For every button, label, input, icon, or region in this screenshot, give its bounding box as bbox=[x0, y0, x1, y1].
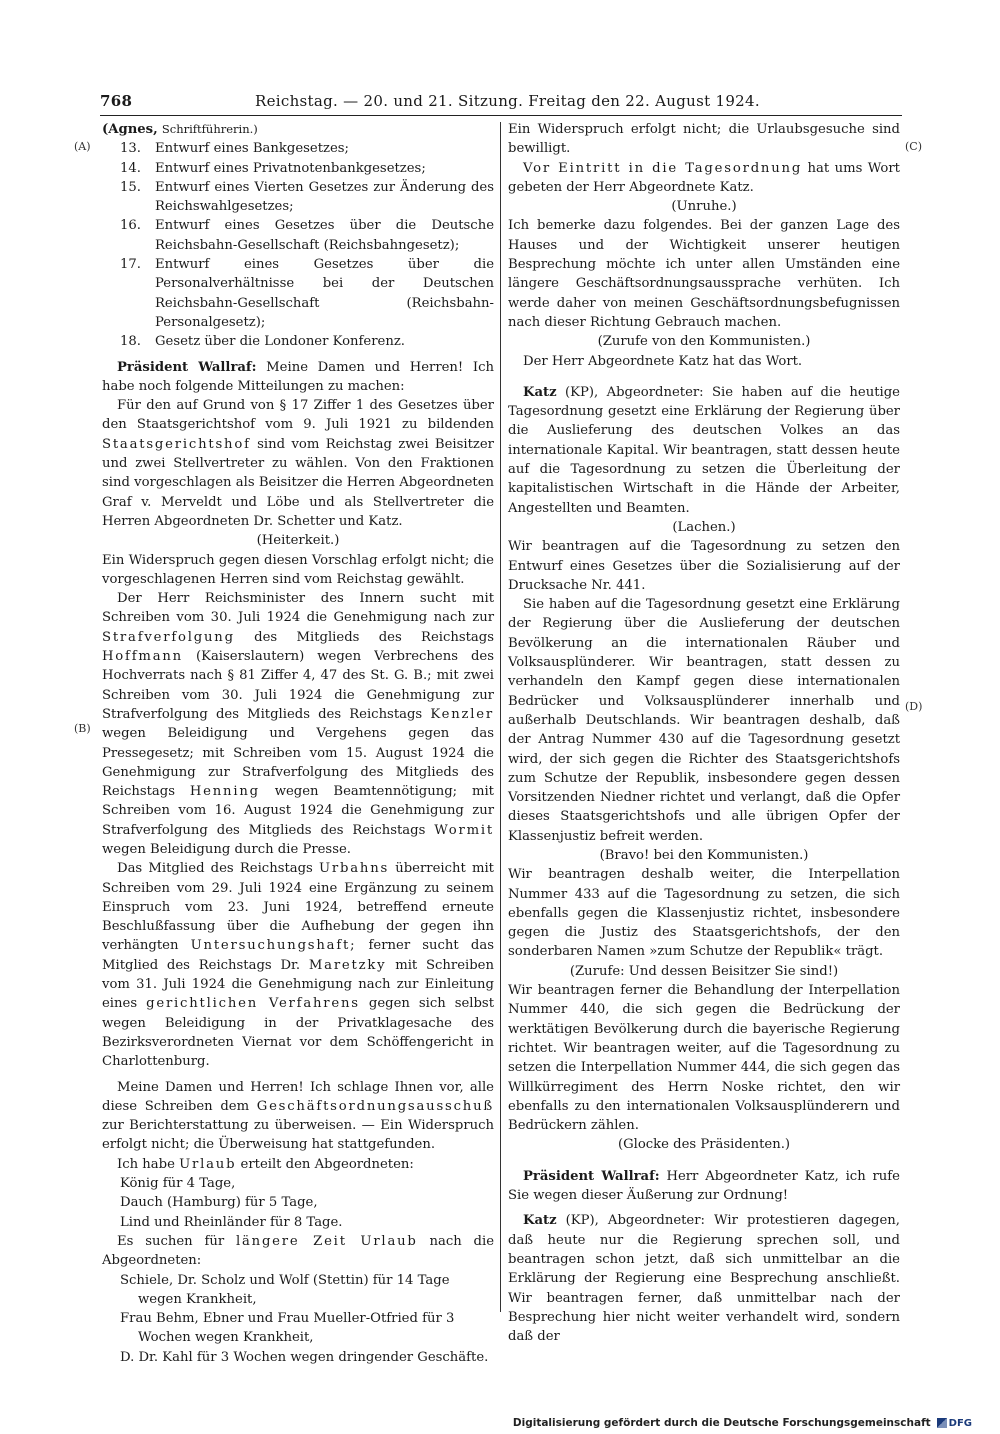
interjection-bravo: (Bravo! bei den Kommunisten.) bbox=[599, 847, 809, 863]
urlaub-entry: König für 4 Tage, bbox=[120, 1176, 236, 1192]
katz-statement-1: Katz (KP), Abgeordneter: Sie haben auf die heutige Tagesordnung gesetzt eine Erklärung der Regierung über die Auslieferung des deutschen Volkes an das internationale Kapital. Wir beantragen, statt dessen heute auf die Tagesordnung zu setzen die Überleitung der kapitalistischen Wirtschaft in die Hände der Arbeiter, Angestellten und Beamten. bbox=[508, 384, 900, 516]
interjection-zurufe-kommunisten: (Zurufe von den Kommunisten.) bbox=[597, 334, 811, 350]
agenda-text: Entwurf eines Privatnotenbankgesetzes; bbox=[155, 160, 426, 176]
agenda-text: Entwurf eines Gesetzes über die Personalverhältnisse bei der Deutschen Reichsbahn-Gesellschaft (Reichsbahn-Personalgesetz); bbox=[155, 257, 494, 330]
margin-marker-a: (A) bbox=[74, 140, 91, 153]
interjection-zurufe-beisitzer: (Zurufe: Und dessen Beisitzer Sie sind!) bbox=[569, 963, 839, 979]
dfg-logo-icon bbox=[937, 1418, 947, 1428]
urlaub-entry: Dauch (Hamburg) für 5 Tage, bbox=[120, 1195, 318, 1211]
laengere-urlaub-entry: D. Dr. Kahl für 3 Wochen wegen dringender Geschäfte. bbox=[120, 1349, 489, 1365]
interjection-heiterkeit: (Heiterkeit.) bbox=[256, 533, 340, 549]
laengere-urlaub-entry: Frau Behm, Ebner und Frau Mueller-Otfried für 3 Wochen wegen Krankheit, bbox=[120, 1311, 455, 1346]
agenda-item bbox=[102, 178, 494, 217]
column-divider bbox=[500, 122, 501, 1312]
paragraph-urbahns: Das Mitglied des Reichstags Urbahns überreicht mit Schreiben vom 29. Juli 1924 eine Ergänzung zu seinem Einspruch vom 23. Juni 1924, betreffend erneute Beschlußfassung über die Aufhebung der gegen ihn verhängten Untersuchungshaft; ferner sucht das Mitglied des Reichstags Dr. Maretzky mit Schreiben vom 31. Juli 1924 die Genehmigung nach zur Einleitung eines gerichtlichen Verfahrens gegen sich selbst wegen Beleidigung in der Privatklagesache des Bezirksverordneten Viernat vor dem Schöffengericht in Charlottenburg. bbox=[102, 861, 494, 1070]
left-column bbox=[102, 120, 494, 1367]
footer-credit bbox=[513, 1417, 972, 1429]
paragraph-ueberweisung: Meine Damen und Herren! Ich schlage Ihnen vor, alle diese Schreiben dem Geschäftsordnungsausschuß zur Berichterstattung zu überweisen. — Ein Widerspruch erfolgt nicht; die Überweisung hat stattgefunden. bbox=[102, 1079, 494, 1153]
paragraph-tagesordnung: Vor Eintritt in die Tagesordnung hat ums Wort gebeten der Herr Abgeordnete Katz. bbox=[508, 160, 900, 195]
agenda-number: 18. bbox=[120, 334, 141, 350]
agenda-text: Entwurf eines Vierten Gesetzes zur Änderung des Reichswahlgesetzes; bbox=[155, 179, 494, 215]
paragraph-strafverfolgung: Der Herr Reichsminister des Innern sucht mit Schreiben vom 30. Juli 1924 die Genehmigung nach zur Strafverfolgung des Mitglieds des Reichstags Hoffmann (Kaiserslautern) wegen Verbrechens des Hochverrats nach § 81 Ziffer 4, 47 des St. G. B.; mit zwei Schreiben vom 30. Juli 1924 die Genehmigung zur Strafverfolgung des Mitglieds des Reichstags Kenzler wegen Beleidigung und Vergehens gegen das Pressegesetz; mit Schreiben vom 15. August 1924 die Genehmigung zur Strafverfolgung des Mitglieds des Reichstags Henning wegen Beamtennötigung; mit Schreiben vom 16. August 1924 die Genehmigung zur Strafverfolgung des Mitglieds des Reichstags Wormit wegen Beleidigung durch die Presse. bbox=[102, 591, 494, 857]
paragraph-auslieferung: Sie haben auf die Tagesordnung gesetzt eine Erklärung der Regierung über die Auslieferung der deutschen Bevölkerung an die internationalen Räuber und Volksausplünderer. Wir beantragen, statt dessen zu verhandeln den Kampf gegen diese internationalen Bedrücker und Volksausplünderer innerhalb und außerhalb Deutschlands. Wir beantragen deshalb, daß der Antrag Nummer 430 auf die Tagesordnung gesetzt wird, der sich gegen die Richter des Staatsgerichtshofs zum Schutze der Republik, insbesondere gegen dessen Vorsitzenden Niedner richtet und verlangt, daß die Opfer dieses Staatsgerichtshofs und alle übrigen Opfer der Klassenjustiz befreit werden. bbox=[508, 597, 900, 844]
president-order-call: Präsident Wallraf: Herr Abgeordneter Katz, ich rufe Sie wegen dieser Äußerung zur Ordnung! bbox=[508, 1168, 900, 1204]
paragraph-gewaehlt: Ein Widerspruch gegen diesen Vorschlag erfolgt nicht; die vorgeschlagenen Herren sind vom Reichstag gewählt. bbox=[102, 552, 494, 587]
agenda-number: 15. bbox=[120, 179, 141, 195]
urlaub-list bbox=[102, 1174, 494, 1232]
dfg-logo bbox=[937, 1418, 972, 1429]
interjection-lachen: (Lachen.) bbox=[672, 519, 736, 535]
paragraph-katz-wort: Der Herr Abgeordnete Katz hat das Wort. bbox=[523, 353, 803, 369]
agenda-text: Entwurf eines Bankgesetzes; bbox=[155, 141, 349, 157]
right-column bbox=[508, 120, 900, 1346]
paragraph-urlaub: Ich habe Urlaub erteilt den Abgeordneten: bbox=[117, 1156, 414, 1172]
paragraph-interpellation-433: Wir beantragen deshalb weiter, die Interpellation Nummer 433 auf die Tagesordnung zu setzen, die sich ebenfalls gegen die Klassenjustiz richtet, insbesondere gegen die Justiz des Staatsgerichtshofs, der den sonderbaren Namen »zum Schutze der Republik« trägt. bbox=[508, 867, 900, 960]
speaker-note: (Agnes, Schriftführerin.) bbox=[102, 122, 258, 137]
margin-marker-c: (C) bbox=[905, 140, 922, 153]
paragraph-staatsgerichtshof: Für den auf Grund von § 17 Ziffer 1 des Gesetzes über den Staatsgerichtshof vom 9. Juli 1921 zu bildenden Staatsgerichtshof sind vom Reichstag zwei Beisitzer und zwei Stellvertreter zu wählen. Von den Fraktionen sind vorgeschlagen als Beisitzer die Herren Abgeordneten Graf v. Merveldt und Löbe und als Stellvertreter die Herren Abgeordneten Dr. Schetter und Katz. bbox=[102, 398, 494, 529]
running-title: Reichstag. — 20. und 21. Sitzung. Freitag den 22. August 1924. bbox=[255, 92, 760, 110]
agenda-number: 13. bbox=[120, 141, 141, 157]
president-statement: Präsident Wallraf: Meine Damen und Herren! Ich habe noch folgende Mitteilungen zu machen: bbox=[102, 359, 494, 394]
margin-marker-b: (B) bbox=[74, 722, 91, 735]
paragraph-urlaub-bewilligt: Ein Widerspruch erfolgt nicht; die Urlaubsgesuche sind bewilligt. bbox=[508, 122, 900, 157]
dfg-logo-text: DFG bbox=[948, 1417, 972, 1429]
urlaub-entry: Lind und Rheinländer für 8 Tage. bbox=[120, 1214, 343, 1230]
interjection-glocke: (Glocke des Präsidenten.) bbox=[617, 1137, 791, 1153]
agenda-text: Gesetz über die Londoner Konferenz. bbox=[155, 334, 405, 350]
agenda-item bbox=[102, 332, 494, 351]
agenda-number: 16. bbox=[120, 218, 141, 234]
agenda-text: Entwurf eines Gesetzes über die Deutsche Reichsbahn-Gesellschaft (Reichsbahngesetz); bbox=[155, 218, 494, 253]
agenda-number: 14. bbox=[120, 160, 141, 176]
agenda-item bbox=[102, 139, 494, 158]
paragraph-geschaeftsordnung: Ich bemerke dazu folgendes. Bei der ganzen Lage des Hauses und der Wichtigkeit unserer heutigen Besprechung möchte ich unter allen Umständen eine längere Geschäftsordnungsaussprache verhüten. Ich werde daher von meinen Geschäftsordnungsbefugnissen nach dieser Richtung Gebrauch machen. bbox=[508, 218, 900, 330]
agenda-item bbox=[102, 159, 494, 178]
agenda-item bbox=[102, 255, 494, 332]
paragraph-laengere-urlaub: Es suchen für längere Zeit Urlaub nach die Abgeordneten: bbox=[102, 1233, 494, 1269]
agenda-list bbox=[102, 139, 494, 351]
agenda-number: 17. bbox=[120, 257, 141, 273]
margin-marker-d: (D) bbox=[905, 700, 923, 713]
laengere-urlaub-entry: Schiele, Dr. Scholz und Wolf (Stettin) für 14 Tage wegen Krankheit, bbox=[120, 1272, 450, 1307]
agenda-item bbox=[102, 216, 494, 255]
paragraph-sozialisierung: Wir beantragen auf die Tagesordnung zu setzen den Entwurf eines Gesetzes über die Sozialisierung auf der Drucksache Nr. 441. bbox=[508, 539, 900, 593]
interjection-unruhe: (Unruhe.) bbox=[671, 199, 737, 215]
katz-statement-2: Katz (KP), Abgeordneter: Wir protestieren dagegen, daß heute nur die Regierung sprechen soll, und beantragen schon jetzt, daß sich unmittelbar an die Erklärung der Regierung eine Besprechung anschließt. Wir beantragen ferner, daß unmittelbar nach der Besprechung hier nicht weiter verhandelt wird, sondern daß der bbox=[508, 1213, 900, 1345]
laengere-urlaub-list bbox=[102, 1271, 494, 1367]
paragraph-interpellation-440: Wir beantragen ferner die Behandlung der Interpellation Nummer 440, die sich gegen die Bedrückung der werktätigen Bevölkerung durch die bayerische Regierung richtet. Wir beantragen weiter, auf die Tagesordnung zu setzen die Interpellation Nummer 444, die sich gegen das Willkürregiment des Herrn Noske richtet, den wir ebenfalls zu den internationalen Volksausplünderern und Bedrückern zählen. bbox=[508, 983, 900, 1134]
footer-text: Digitalisierung gefördert durch die Deutsche Forschungsgemeinschaft bbox=[512, 1417, 931, 1429]
header-rule bbox=[100, 115, 902, 116]
page-number: 768 bbox=[100, 92, 133, 110]
